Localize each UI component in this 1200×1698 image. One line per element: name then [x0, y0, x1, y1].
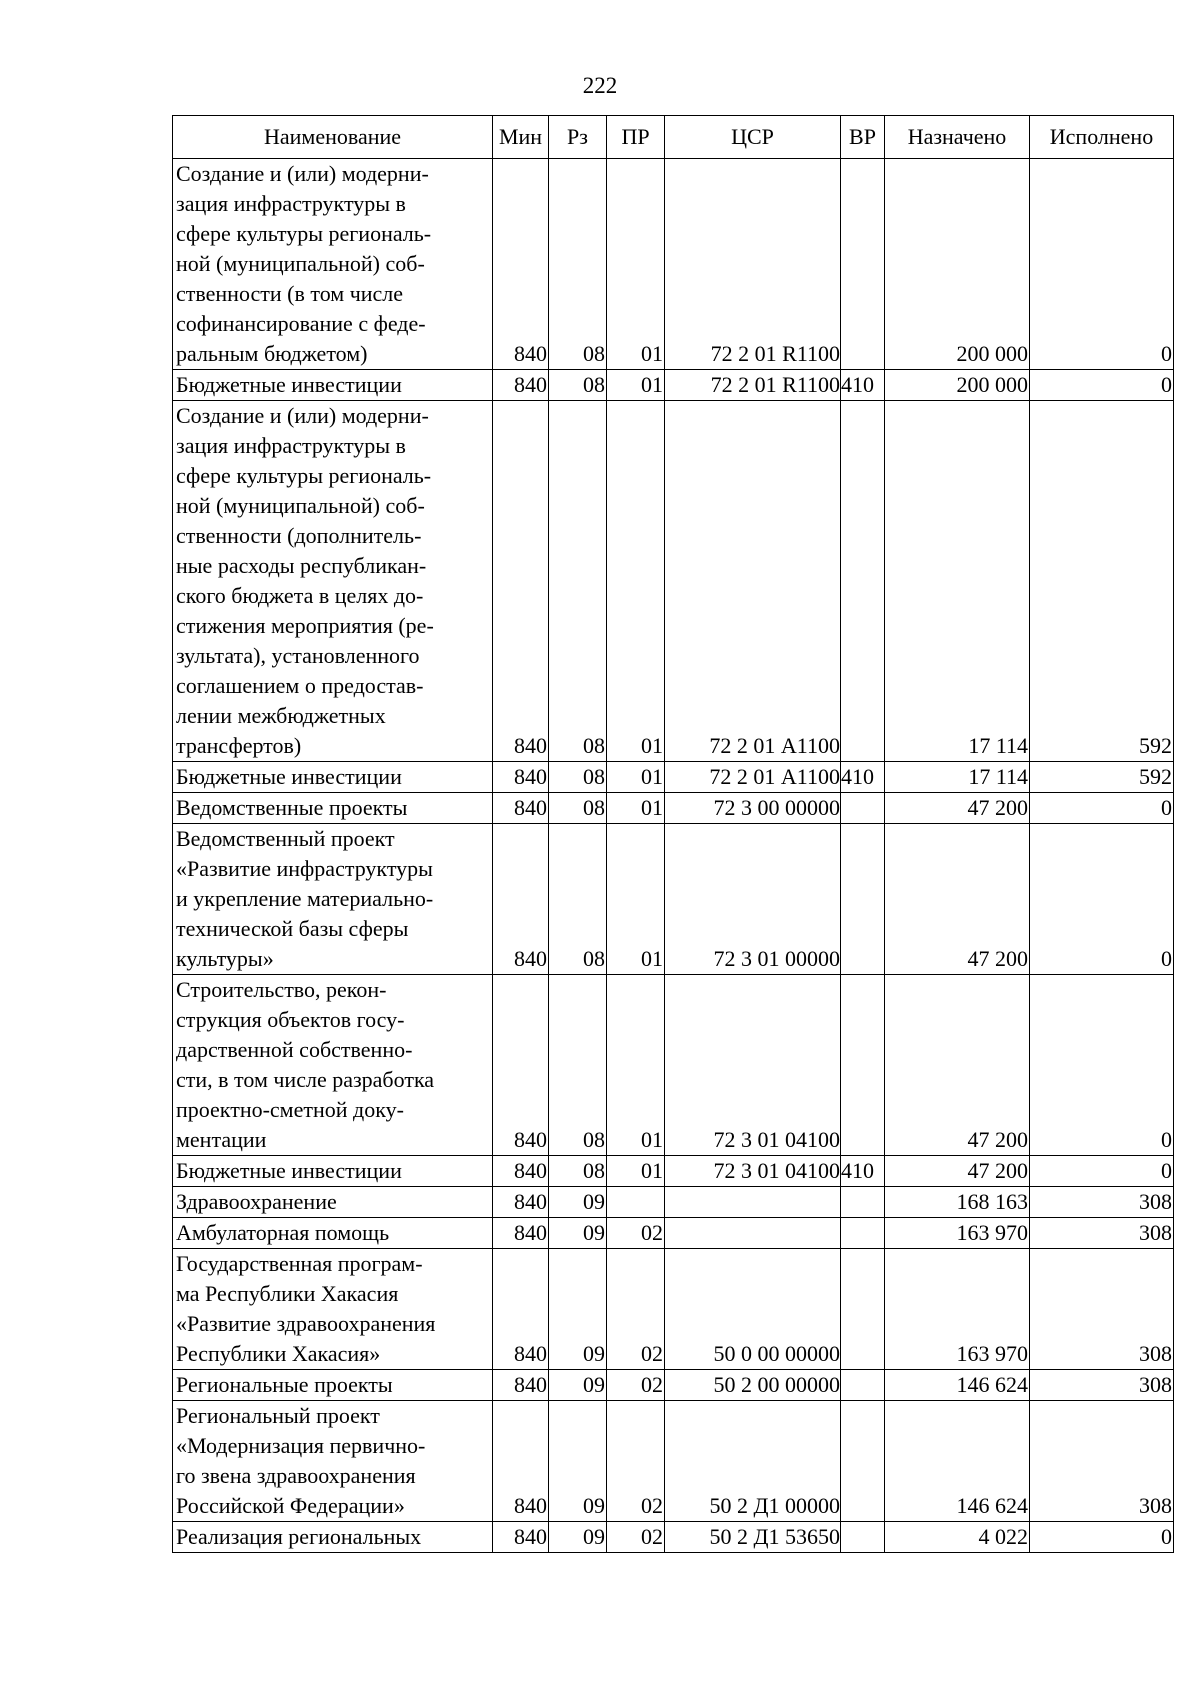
cell-assigned: 47 200 — [885, 975, 1030, 1156]
cell-name — [173, 370, 493, 401]
table-row — [173, 824, 1174, 975]
cell-vr — [841, 793, 885, 824]
cell-rz: 08 — [549, 1156, 607, 1187]
cell-vr: 410 — [841, 762, 885, 793]
cell-executed: 0 — [1030, 975, 1174, 1156]
cell-min: 840 — [493, 762, 549, 793]
table-row — [173, 1522, 1174, 1553]
cell-pr: 01 — [607, 975, 665, 1156]
name-line: «Развитие инфраструктуры — [176, 856, 433, 881]
header-vr: ВР — [841, 116, 885, 159]
cell-rz: 08 — [549, 762, 607, 793]
name-line: технической базы сферы — [176, 916, 409, 941]
cell-assigned: 200 000 — [885, 159, 1030, 370]
cell-vr — [841, 1522, 885, 1553]
cell-name — [173, 1249, 493, 1370]
table-body — [173, 159, 1174, 1553]
cell-vr — [841, 159, 885, 370]
cell-assigned: 146 624 — [885, 1401, 1030, 1522]
name-line: струкция объектов госу- — [176, 1007, 405, 1032]
name-line: Региональные проекты — [176, 1372, 393, 1397]
cell-pr: 02 — [607, 1218, 665, 1249]
cell-rz: 08 — [549, 975, 607, 1156]
cell-csr: 72 3 01 00000 — [665, 824, 841, 975]
name-line: лении межбюджетных — [176, 703, 386, 728]
cell-pr: 01 — [607, 793, 665, 824]
cell-csr: 50 2 00 00000 — [665, 1370, 841, 1401]
cell-assigned: 17 114 — [885, 401, 1030, 762]
cell-csr: 72 3 01 04100 — [665, 975, 841, 1156]
cell-executed: 308 — [1030, 1187, 1174, 1218]
cell-name — [173, 1156, 493, 1187]
table-row — [173, 793, 1174, 824]
name-line: Республики Хакасия» — [176, 1341, 381, 1366]
cell-rz: 09 — [549, 1522, 607, 1553]
cell-name — [173, 975, 493, 1156]
header-assigned: Назначено — [885, 116, 1030, 159]
name-line: Здравоохранение — [176, 1189, 337, 1214]
cell-name — [173, 1218, 493, 1249]
cell-vr — [841, 975, 885, 1156]
cell-assigned: 146 624 — [885, 1370, 1030, 1401]
cell-rz: 09 — [549, 1370, 607, 1401]
cell-csr: 72 2 01 А1100 — [665, 762, 841, 793]
cell-csr — [665, 1187, 841, 1218]
cell-pr: 01 — [607, 762, 665, 793]
cell-csr: 50 0 00 00000 — [665, 1249, 841, 1370]
cell-executed: 0 — [1030, 159, 1174, 370]
name-line: «Развитие здравоохранения — [176, 1311, 436, 1336]
page-number: 222 — [582, 73, 618, 98]
name-line: Создание и (или) модерни- — [176, 403, 429, 428]
table-row — [173, 1187, 1174, 1218]
cell-assigned: 163 970 — [885, 1249, 1030, 1370]
cell-vr — [841, 1401, 885, 1522]
cell-pr: 01 — [607, 370, 665, 401]
name-line: зультата), установленного — [176, 643, 420, 668]
name-line: ского бюджета в целях до- — [176, 583, 424, 608]
cell-executed: 0 — [1030, 793, 1174, 824]
cell-name — [173, 793, 493, 824]
name-line: Создание и (или) модерни- — [176, 161, 429, 186]
cell-csr: 50 2 Д1 00000 — [665, 1401, 841, 1522]
cell-executed: 0 — [1030, 370, 1174, 401]
table-row — [173, 1156, 1174, 1187]
cell-executed: 592 — [1030, 762, 1174, 793]
name-line: и укрепление материально- — [176, 886, 434, 911]
cell-min: 840 — [493, 1187, 549, 1218]
cell-csr: 72 2 01 R1100 — [665, 159, 841, 370]
name-line: Ведомственный проект — [176, 826, 395, 851]
header-pr: ПР — [607, 116, 665, 159]
name-line: Региональный проект — [176, 1403, 380, 1428]
cell-min: 840 — [493, 824, 549, 975]
cell-executed: 308 — [1030, 1218, 1174, 1249]
name-line: соглашением о предостав- — [176, 673, 424, 698]
cell-rz: 09 — [549, 1249, 607, 1370]
cell-min: 840 — [493, 159, 549, 370]
table-row — [173, 1218, 1174, 1249]
cell-executed: 308 — [1030, 1370, 1174, 1401]
cell-pr — [607, 1187, 665, 1218]
name-line: Строительство, рекон- — [176, 977, 387, 1002]
cell-rz: 08 — [549, 401, 607, 762]
table-header-row — [173, 116, 1174, 159]
name-line: Бюджетные инвестиции — [176, 372, 402, 397]
cell-csr — [665, 1218, 841, 1249]
cell-vr — [841, 401, 885, 762]
cell-name — [173, 401, 493, 762]
cell-min: 840 — [493, 1370, 549, 1401]
cell-rz: 09 — [549, 1401, 607, 1522]
cell-assigned: 47 200 — [885, 824, 1030, 975]
cell-pr: 02 — [607, 1522, 665, 1553]
cell-name — [173, 159, 493, 370]
name-line: Амбулаторная помощь — [176, 1220, 390, 1245]
cell-pr: 02 — [607, 1401, 665, 1522]
table-row — [173, 1249, 1174, 1370]
cell-name — [173, 824, 493, 975]
cell-rz: 08 — [549, 370, 607, 401]
name-line: ной (муниципальной) соб- — [176, 493, 425, 518]
header-name: Наименование — [173, 116, 493, 159]
table-row — [173, 1401, 1174, 1522]
cell-assigned: 17 114 — [885, 762, 1030, 793]
cell-csr: 50 2 Д1 53650 — [665, 1522, 841, 1553]
header-executed: Исполнено — [1030, 116, 1174, 159]
cell-assigned: 47 200 — [885, 793, 1030, 824]
name-line: сфере культуры региональ- — [176, 221, 432, 246]
name-line: сти, в том числе разработка — [176, 1067, 435, 1092]
cell-min: 840 — [493, 793, 549, 824]
name-line: ные расходы республикан- — [176, 553, 427, 578]
cell-vr — [841, 1249, 885, 1370]
cell-executed: 308 — [1030, 1249, 1174, 1370]
name-line: зация инфраструктуры в — [176, 191, 406, 216]
cell-min: 840 — [493, 401, 549, 762]
table-row — [173, 762, 1174, 793]
cell-pr: 02 — [607, 1370, 665, 1401]
cell-vr — [841, 1218, 885, 1249]
cell-vr: 410 — [841, 1156, 885, 1187]
cell-pr: 01 — [607, 824, 665, 975]
name-line: Ведомственные проекты — [176, 795, 408, 820]
cell-pr: 01 — [607, 159, 665, 370]
cell-executed: 0 — [1030, 1156, 1174, 1187]
name-line: Бюджетные инвестиции — [176, 1158, 402, 1183]
name-line: зация инфраструктуры в — [176, 433, 406, 458]
name-line: ственности (в том числе — [176, 281, 404, 306]
cell-min: 840 — [493, 1156, 549, 1187]
name-line: культуры» — [176, 946, 274, 971]
table-row — [173, 975, 1174, 1156]
cell-min: 840 — [493, 1401, 549, 1522]
name-line: сфере культуры региональ- — [176, 463, 432, 488]
name-line: Бюджетные инвестиции — [176, 764, 402, 789]
cell-vr — [841, 824, 885, 975]
cell-csr: 72 2 01 А1100 — [665, 401, 841, 762]
table-row — [173, 370, 1174, 401]
name-line: ной (муниципальной) соб- — [176, 251, 425, 276]
name-line: трансфертов) — [176, 733, 302, 758]
cell-min: 840 — [493, 1522, 549, 1553]
cell-executed: 0 — [1030, 1522, 1174, 1553]
cell-csr: 72 3 01 04100 — [665, 1156, 841, 1187]
name-line: софинансирование с феде- — [176, 311, 426, 336]
cell-name — [173, 762, 493, 793]
cell-min: 840 — [493, 975, 549, 1156]
cell-rz: 08 — [549, 793, 607, 824]
cell-name — [173, 1187, 493, 1218]
name-line: ма Республики Хакасия — [176, 1281, 399, 1306]
table-row — [173, 1370, 1174, 1401]
name-line: дарственной собственно- — [176, 1037, 413, 1062]
cell-executed: 308 — [1030, 1401, 1174, 1522]
cell-name — [173, 1370, 493, 1401]
cell-csr: 72 3 00 00000 — [665, 793, 841, 824]
cell-assigned: 47 200 — [885, 1156, 1030, 1187]
cell-csr: 72 2 01 R1100 — [665, 370, 841, 401]
cell-assigned: 168 163 — [885, 1187, 1030, 1218]
cell-min: 840 — [493, 370, 549, 401]
name-line: ральным бюджетом) — [176, 341, 368, 366]
cell-rz: 08 — [549, 824, 607, 975]
cell-name — [173, 1522, 493, 1553]
name-line: ственности (дополнитель- — [176, 523, 422, 548]
cell-name — [173, 1401, 493, 1522]
cell-rz: 08 — [549, 159, 607, 370]
cell-vr — [841, 1187, 885, 1218]
name-line: Государственная програм- — [176, 1251, 423, 1276]
cell-pr: 02 — [607, 1249, 665, 1370]
cell-rz: 09 — [549, 1218, 607, 1249]
header-rz: Рз — [549, 116, 607, 159]
cell-min: 840 — [493, 1249, 549, 1370]
cell-executed: 592 — [1030, 401, 1174, 762]
table-row — [173, 401, 1174, 762]
name-line: проектно-сметной доку- — [176, 1097, 404, 1122]
cell-pr: 01 — [607, 401, 665, 762]
name-line: «Модернизация первично- — [176, 1433, 426, 1458]
cell-assigned: 4 022 — [885, 1522, 1030, 1553]
header-min: Мин — [493, 116, 549, 159]
name-line: стижения мероприятия (ре- — [176, 613, 434, 638]
cell-vr: 410 — [841, 370, 885, 401]
name-line: Российской Федерации» — [176, 1493, 405, 1518]
name-line: Реализация региональных — [176, 1524, 422, 1549]
cell-pr: 01 — [607, 1156, 665, 1187]
cell-assigned: 163 970 — [885, 1218, 1030, 1249]
cell-vr — [841, 1370, 885, 1401]
cell-executed: 0 — [1030, 824, 1174, 975]
cell-assigned: 200 000 — [885, 370, 1030, 401]
table-row — [173, 159, 1174, 370]
name-line: го звена здравоохранения — [176, 1463, 416, 1488]
budget-table — [172, 115, 1174, 1553]
cell-min: 840 — [493, 1218, 549, 1249]
header-csr: ЦСР — [665, 116, 841, 159]
name-line: ментации — [176, 1127, 267, 1152]
cell-rz: 09 — [549, 1187, 607, 1218]
